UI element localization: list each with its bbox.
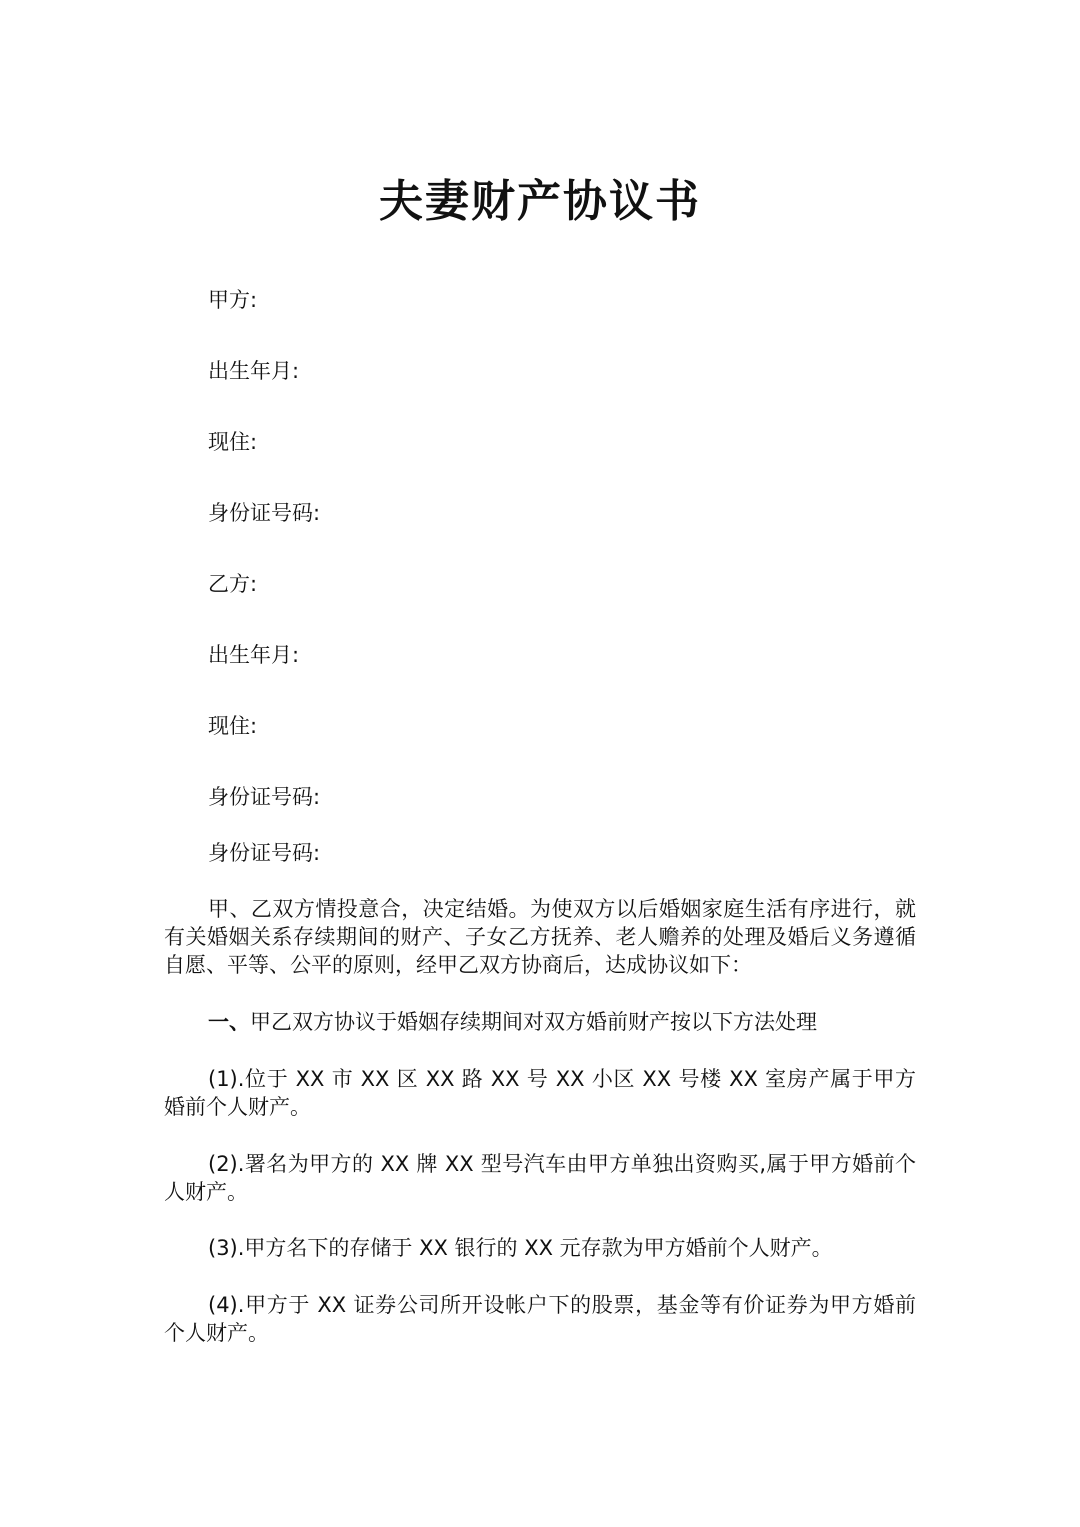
party-b-name-label: 乙方:: [208, 572, 258, 596]
party-a-id-label: 身份证号码:: [208, 501, 321, 525]
section-1-heading-text: 甲乙双方协议于婚姻存续期间对双方婚前财产按以下方法处理: [250, 1010, 817, 1034]
intro-paragraph: 甲、乙双方情投意合，决定结婚。为使双方以后婚姻家庭生活有序进行，就有关婚姻关系存续期间的财产、子女乙方抚养、老人赡养的处理及婚后义务遵循自愿、平等、公平的原则，经甲乙双方协商后，达成协议如下：: [164, 897, 916, 977]
document-title: 夫妻财产协议书: [379, 176, 701, 227]
party-a-address-label: 现住:: [208, 430, 258, 454]
section-1-item-3: (3).甲方名下的存储于 XX 银行的 XX 元存款为甲方婚前个人财产。: [208, 1236, 833, 1260]
section-1-heading: [208, 1007, 817, 1037]
section-1-number: 一、: [208, 1010, 250, 1034]
party-a-birth-label: 出生年月:: [208, 359, 300, 383]
party-a-name-label: 甲方:: [208, 288, 258, 312]
party-b-birth-label: 出生年月:: [208, 643, 300, 667]
section-1-item-2: (2).署名为甲方的 XX 牌 XX 型号汽车由甲方单独出资购买,属于甲方婚前个人财产。: [164, 1152, 916, 1204]
party-b-address-label: 现住:: [208, 714, 258, 738]
party-b-id-label-repeat: 身份证号码:: [208, 841, 321, 865]
section-1-item-4: (4).甲方于 XX 证券公司所开设帐户下的股票，基金等有价证券为甲方婚前个人财产。: [164, 1293, 916, 1345]
party-b-id-label: 身份证号码:: [208, 785, 321, 809]
section-1-item-1: (1).位于 XX 市 XX 区 XX 路 XX 号 XX 小区 XX 号楼 XX 室房产属于甲方婚前个人财产。: [164, 1067, 916, 1119]
